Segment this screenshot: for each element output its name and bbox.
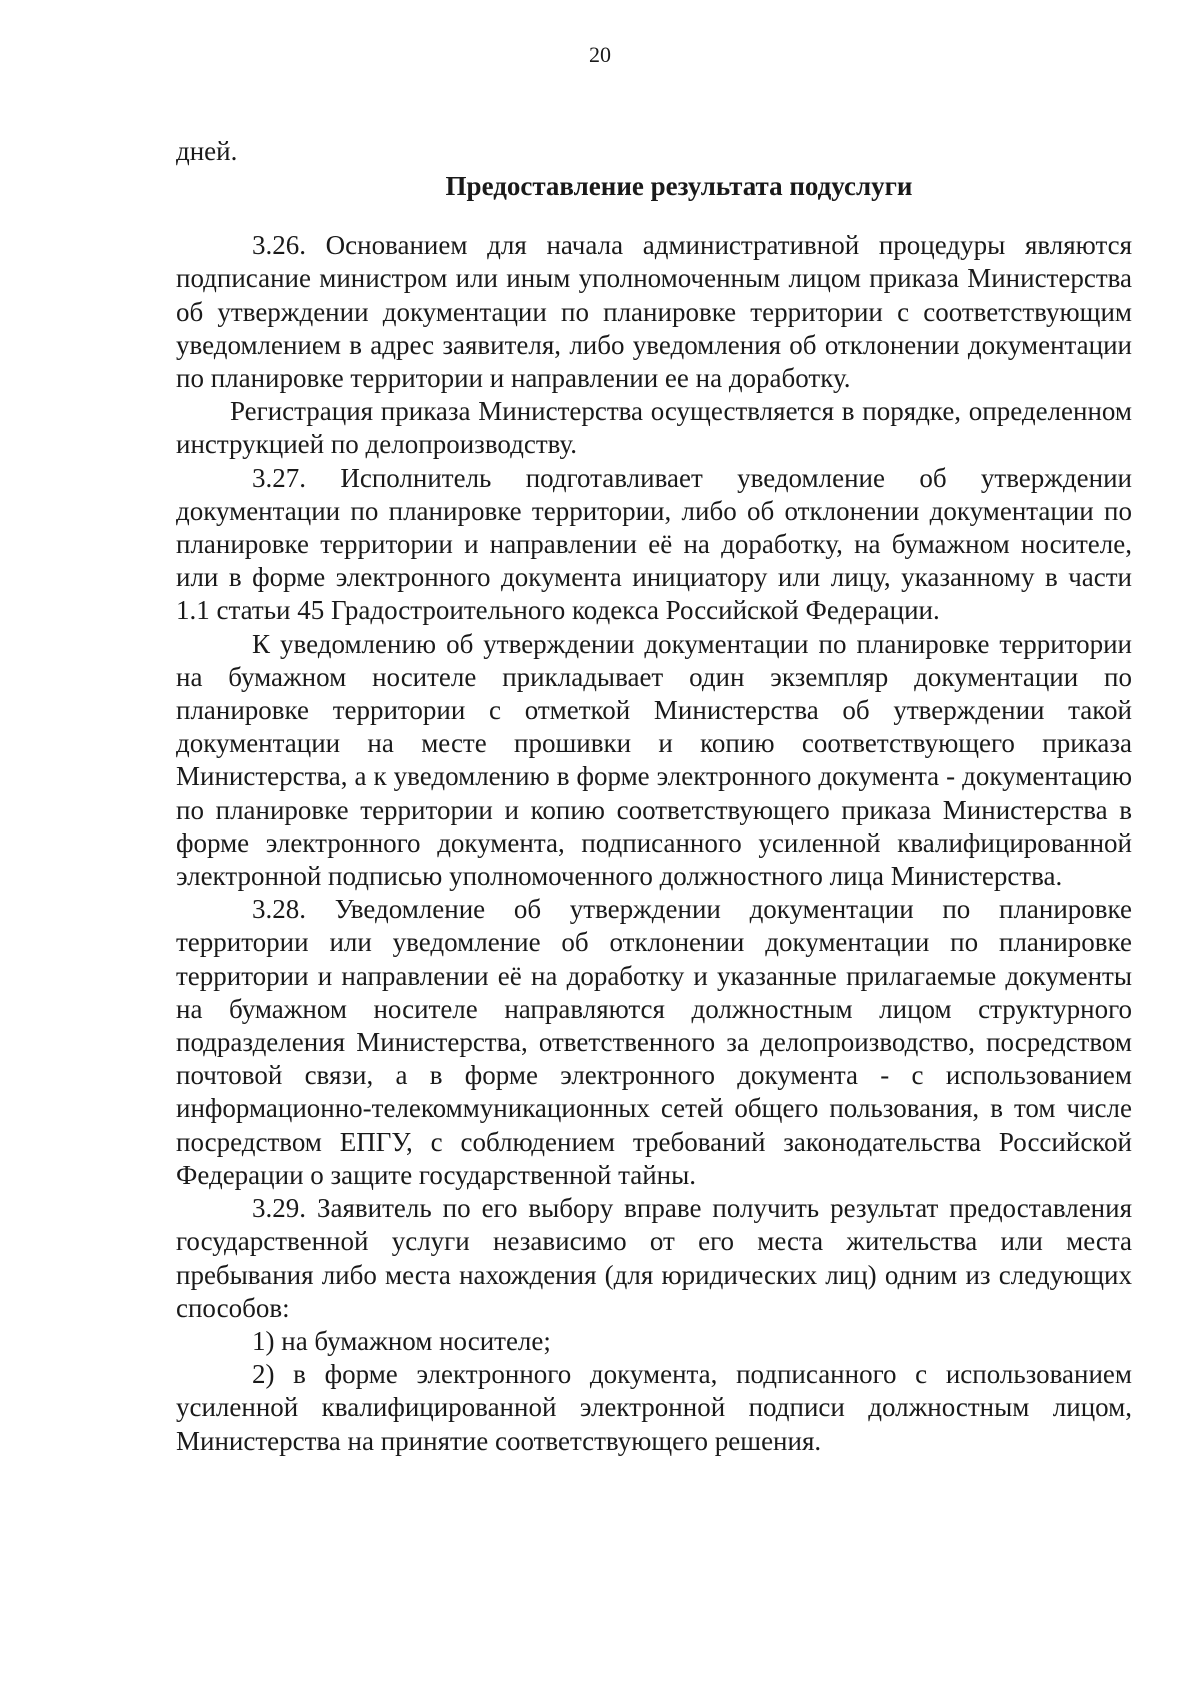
list-item-electronic: 2) в форме электронного документа, подписанного с использованием усиленной квалифицированной электронной подписи должностным лицом, Министерства на принятие соответствующего решения. [176, 1359, 1132, 1456]
page-number: 20 [589, 42, 611, 67]
document-body [176, 135, 1132, 1458]
paragraph-attachment: К уведомлению об утверждении документации по планировке территории на бумажном носителе прикладывает один экземпляр документации по планировке территории с отметкой Министерства об утверждении такой документации на месте прошивки и копию соответствующего приказа Министерства, а к уведомлению в форме электронного документа - документацию по планировке территории и копию соответствующего приказа Министерства в форме электронного документа, подписанного усиленной квалифицированной электронной подписью уполномоченного должностного лица Министерства. [176, 628, 1132, 892]
paragraph-3-29: 3.29. Заявитель по его выбору вправе получить результат предоставления государственной услуги независимо от его места жительства или места пребывания либо места нахождения (для юридических лиц) одним из следующих способов: [176, 1193, 1132, 1323]
paragraph-3-27: 3.27. Исполнитель подготавливает уведомление об утверждении документации по планировке территории, либо об отклонении документации по планировке территории и направлении её на доработку, на бумажном носителе, или в форме электронного документа инициатору или лицу, указанному в части 1.1 статьи 45 Градостроительного кодекса Российской Федерации. [176, 462, 1132, 626]
paragraph-3-26: 3.26. Основанием для начала административной процедуры являются подписание министром или иным уполномоченным лицом приказа Министерства об утверждении документации по планировке территории с соответствующим уведомлением в адрес заявителя, либо уведомления об отклонении документации по планировке территории и направлении ее на доработку. [176, 230, 1132, 394]
list-item-paper: 1) на бумажном носителе; [252, 1325, 551, 1356]
paragraph-registration: Регистрация приказа Министерства осуществляется в порядке, определенном инструкцией по делопроизводству. [176, 396, 1132, 460]
paragraph-3-28: 3.28. Уведомление об утверждении документации по планировке территории или уведомление об отклонении документации по планировке территории и направлении её на доработку и указанные прилагаемые документы на бумажном носителе направляются должностным лицом структурного подразделения Министерства, ответственного за делопроизводство, посредством почтовой связи, а в форме электронного документа - с использованием информационно-телекоммуникационных сетей общего пользования, в том числе посредством ЕПГУ, с соблюдением требований законодательства Российской Федерации о защите государственной тайны. [176, 894, 1132, 1190]
continuation-text: дней. [176, 136, 238, 166]
section-heading: Предоставление результата подуслуги [445, 171, 913, 202]
